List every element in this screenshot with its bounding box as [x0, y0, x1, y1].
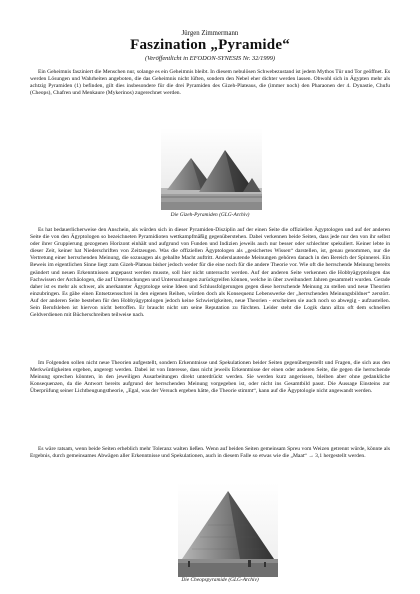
paragraph-2: Es hat bedauerlicherweise den Anschein, als würden sich in dieser Pyramiden-Disziplin auf der einen Seite die offiziellen Ägyptologen und auf der anderen Seite die von den Ägyptologen so bezeichneten Pyramidioten wettkampfmäßig gegenüberstehen. Dabei verkennen beide Seiten, dass jede nur den von ihr selbst oder ihrer Gruppierung gezogenen Horizont einhält und aufgrund von Funden und Indizien jeweils auch nur besser oder schlechter spekuliert. Keiner lebte in dieser Zeit, keiner hat Niederschriften von Zeitzeugen. Was die offiziellen Ägyptologen als „gesichertes Wissen“ darstellen, ist, genau genommen, nur die Vertretung einer herrschenden Meinung, die sozusagen als geballte Macht auftritt. Anderslautende Meinungen gehören danach in den Bereich der Spinnerei. Ein Beweis im eigentlichen Sinne liegt zum Gizeh-Plateau bisher jedoch weder für die eine noch für die andere Theorie vor. Wie oft die herrschende Meinung bereits geändert und neuen Erkenntnissen angepasst werden musste, soll hier nicht untersucht werden. Auf der anderen Seite verkennen die Hobbyägyptologen das Fachwissen der Archäologen, die auf Untersuchungen und Untersuchungen zurückgreifen können, welche in über zweihundert Jahren gesammelt wurden. Gerade daher ist es mehr als schwer, als anerkannter Ägyptologe seine Ideen und Schlussfolgerungen gegen diese herrschende Meinung zu stellen und neue Theorien einzubringen. Es gäbe einen Entsetzensschrei in den eigenen Reihen, würden doch als Konsequenz Lebenswerke der „herrschenden Meinungsbildner“ zerstört. Auf der anderen Seite bestehen für den Hobbyägyptologen jedoch keine Schwierigkeiten, neue Theorien - erscheinen sie auch noch so abwegig - aufzustellen. Sein Berufsleben ist hiervon nicht betroffen. Er braucht nicht um seine Reputation zu fürchten. Leider steht die Logik dann allzu oft dem schnellen Geldverdienen mit Bücherschreiben teilweise nach.: [30, 227, 390, 319]
paragraph-3: Im Folgenden sollen nicht neue Theorien aufgestellt, sondern Erkenntnisse und Spekulationen beider Seiten gegenübergestellt und Fragen, die sich aus den Merkwürdigkeiten ergeben, angeregt werden. Dabei ist von Interesse, dass nicht jeweils Erkenntnisse der einen oder anderen Seite, die gegen die herrschende Meinung sprechen könnten, in den jeweiligen Ausarbeitungen direkt unterdrückt werden. Sie werden kurz angerissen, bleiben aber ohne gedankliche Konsequenzen, da die Antwort bereits aufgrund der herrschenden Meinung vorgegeben ist, oder nicht ins Gesamtbild passt. Die Aussage Einsteins zur Überprüfung seiner Lichtbeugungstheorie, „Egal, was der Versuch ergeben hätte, die Theorie stimmt“, kann auf die Ägyptologie nicht angewandt werden.: [30, 360, 390, 395]
paragraph-1: Ein Geheimnis fasziniert die Menschen nur, solange es ein Geheimnis bleibt. In diesem nebulösen Schwebezustand ist jedem Mythos Tür und Tor geöffnet. Es werden Lösungen und Wahrheiten angeboten, die das Geheimnis nicht lüften, sondern den Nebel eher dichter werden lassen. Obwohl sich in Ägypten mehr als achtzig Pyramiden (1) befinden, gilt dies insbesondere für die drei Pyramiden des Gizeh-Plateaus, die (immer noch) den Pharaonen der 4. Dynastie, Chufu (Cheops), Chafren und Menkaure (Mykerinos) zugerechnet werden.: [30, 69, 391, 97]
cheops-pyramid-photo: [178, 483, 278, 577]
gizeh-pyramids-photo: [161, 128, 262, 210]
figure-caption-2: Die Cheopspyramide (GLG-Archiv): [181, 577, 259, 583]
figure-caption-1: Die Gizeh-Pyramiden (GLG-Archiv): [170, 212, 250, 218]
cheops-pyramid-illustration: [178, 483, 278, 577]
article-title: Faszination „Pyramide“: [130, 37, 290, 53]
paragraph-4: Es wäre ratsam, wenn beide Seiten erheblich mehr Toleranz walten ließen. Wenn auf beiden Seiten gemeinsam Spreu vom Weizen getrennt würde, könnte als Ergebnis, durch gemeinsames Abwägen aller Erkenntnisse und Spekulationen, auch in diesem Falle so etwas wie die „Maat“ → 3,1 hergestellt werden.: [30, 446, 390, 460]
gizeh-pyramids-illustration: [161, 128, 262, 210]
author-name: Jürgen Zimmermann: [181, 30, 239, 37]
publication-note: (Veröffentlicht in EFODON-SYNESIS Nr. 32/1999): [144, 55, 276, 62]
